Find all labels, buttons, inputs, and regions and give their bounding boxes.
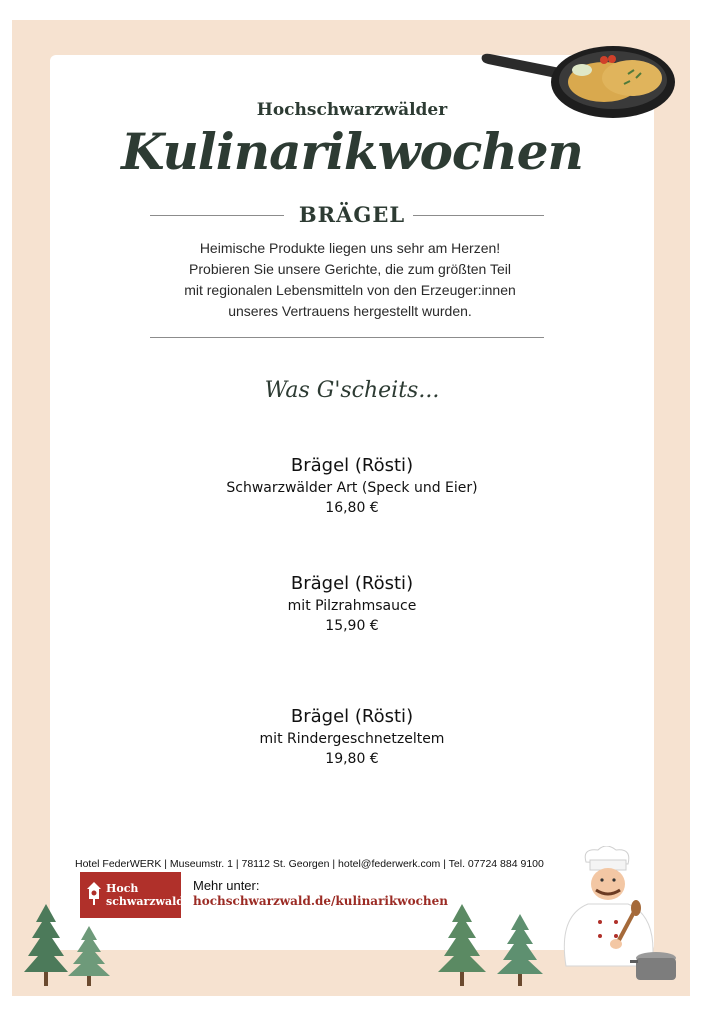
cuckoo-clock-icon — [86, 880, 102, 906]
dish-price: 19,80 € — [325, 751, 379, 767]
dish-price: 15,90 € — [325, 618, 379, 634]
dish-description: Schwarzwälder Art (Speck und Eier) — [226, 480, 478, 496]
intro-text — [140, 238, 560, 322]
dish-name: Brägel (Rösti) — [290, 455, 414, 476]
section-title: BRÄGEL — [298, 202, 406, 227]
fir-tree-icon — [22, 902, 70, 988]
page-title: Kulinarikwochen — [121, 122, 583, 181]
intro-line: unseres Vertrauens hergestellt wurden. — [228, 303, 472, 319]
divider-right — [413, 215, 544, 216]
logo-line: schwarzwald — [106, 895, 184, 908]
dish-description: mit Rindergeschnetzeltem — [259, 731, 445, 747]
fir-tree-icon — [434, 902, 490, 988]
more-label: Mehr unter: — [193, 878, 260, 893]
dish-name: Brägel (Rösti) — [290, 706, 414, 727]
intro-line: Probieren Sie unsere Gerichte, die zum größten Teil — [189, 261, 511, 277]
dish-name: Brägel (Rösti) — [290, 573, 414, 594]
intro-line: mit regionalen Lebensmitteln von den Erzeuger:innen — [184, 282, 516, 298]
website-link[interactable]: hochschwarzwald.de/kulinarikwochen — [193, 894, 449, 908]
divider-bottom — [150, 337, 544, 338]
subtitle: Hochschwarzwälder — [256, 100, 448, 120]
menu-heading: Was G'scheits... — [264, 378, 440, 403]
fir-tree-icon — [494, 912, 546, 988]
fir-tree-icon — [66, 924, 112, 988]
dish-description: mit Pilzrahmsauce — [287, 598, 417, 614]
footer-address: Hotel FederWERK | Museumstr. 1 | 78112 St. Georgen | hotel@federwerk.com | Tel. 07724 884 9100 — [75, 858, 544, 870]
logo-text — [106, 882, 184, 908]
dish-item — [0, 572, 704, 636]
chef-icon — [548, 846, 678, 986]
intro-line: Heimische Produkte liegen uns sehr am Herzen! — [199, 240, 501, 256]
logo-line: Hoch — [106, 882, 139, 895]
dish-price: 16,80 € — [325, 500, 379, 516]
dish-item — [0, 705, 704, 769]
hochschwarzwald-logo[interactable] — [80, 872, 184, 918]
dish-item — [0, 454, 704, 518]
